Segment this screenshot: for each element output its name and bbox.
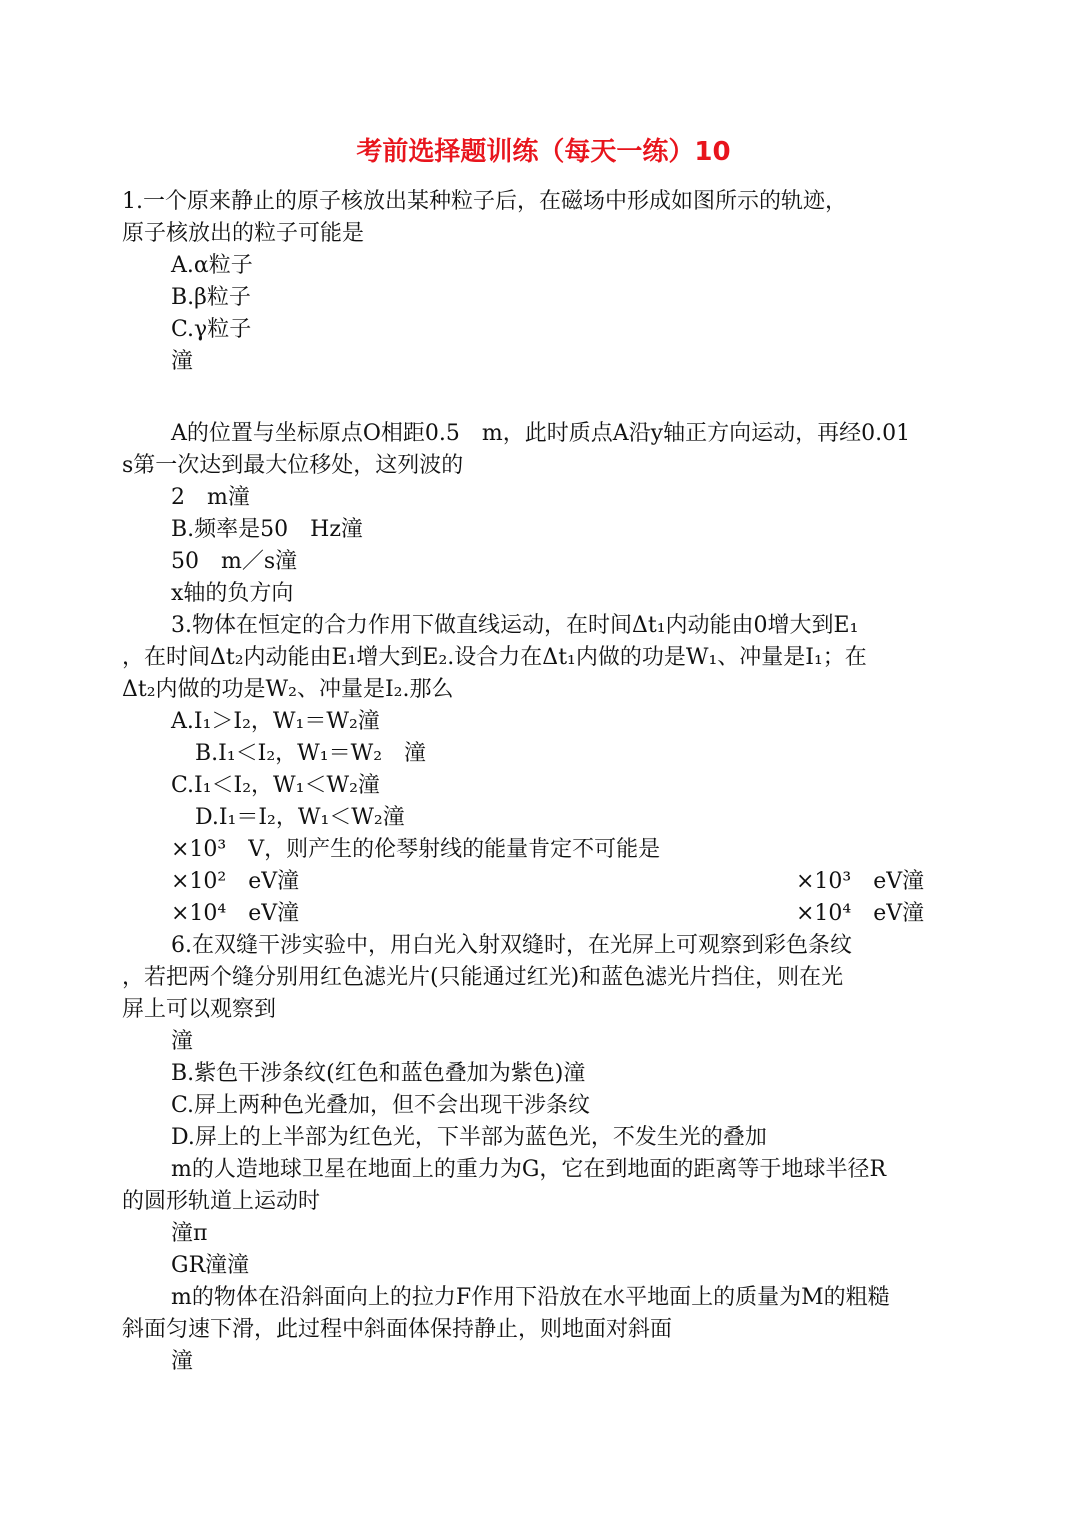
q3-stem-line3: Δt₂内做的功是W₂、冲量是I₂.那么 <box>122 677 454 702</box>
q1-option-b: B.β粒子 <box>171 285 251 310</box>
q2-option-c: 50 m／s潼 <box>171 549 298 574</box>
q2-option-d: x轴的负方向 <box>171 581 294 606</box>
q6-option-c: C.屏上两种色光叠加，但不会出现干涉条纹 <box>171 1093 591 1118</box>
q6-option-b: B.紫色干涉条纹(红色和蓝色叠加为紫色)潼 <box>171 1061 586 1086</box>
q7-option-b: GR潼潼 <box>171 1253 250 1278</box>
q7-option-a: 潼π <box>171 1221 208 1246</box>
q8-stem-line2: 斜面匀速下滑，此过程中斜面体保持静止，则地面对斜面 <box>122 1317 673 1342</box>
q3-option-a: A.I₁＞I₂，W₁＝W₂潼 <box>171 709 380 734</box>
q7-stem-line2: 的圆形轨道上运动时 <box>122 1189 321 1214</box>
q6-stem-line3: 屏上可以观察到 <box>122 997 277 1022</box>
q4-stem: ×10³ V，则产生的伦琴射线的能量肯定不可能是 <box>171 837 661 862</box>
q2-option-a: 2 m潼 <box>171 485 250 510</box>
q1-option-d: 潼 <box>171 349 194 374</box>
q1-option-a: A.α粒子 <box>171 253 253 278</box>
q1-option-c: C.γ粒子 <box>171 317 252 342</box>
spacer <box>122 378 972 418</box>
q2-stem-line2: s第一次达到最大位移处，这列波的 <box>122 453 464 478</box>
q3-option-c: C.I₁＜I₂，W₁＜W₂潼 <box>171 773 380 798</box>
page-title: 考前选择题训练（每天一练）10 <box>356 137 731 167</box>
q6-stem-line1: 6.在双缝干涉实验中，用白光入射双缝时，在光屏上可观察到彩色条纹 <box>171 933 852 958</box>
q1-stem-line1: 1.一个原来静止的原子核放出某种粒子后，在磁场中形成如图所示的轨迹， <box>122 189 847 214</box>
q4-option-c: ×10⁴ eV潼 <box>171 901 300 926</box>
q3-option-d: D.I₁＝I₂，W₁＜W₂潼 <box>195 805 405 830</box>
q6-stem-line2: ，若把两个缝分别用红色滤光片(只能通过红光)和蓝色滤光片挡住，则在光 <box>122 965 844 990</box>
q8-stem-line1: m的物体在沿斜面向上的拉力F作用下沿放在水平地面上的质量为M的粗糙 <box>171 1285 890 1310</box>
q4-option-b: ×10³ eV潼 <box>796 869 925 894</box>
q2-stem-line1: A的位置与坐标原点O相距0.5 m，此时质点A沿y轴正方向运动，再经0.01 <box>171 421 911 446</box>
q1-stem-line2: 原子核放出的粒子可能是 <box>122 221 365 246</box>
q3-stem-line2: ，在时间Δt₂内动能由E₁增大到E₂.设合力在Δt₁内做的功是W₁、冲量是I₁；在 <box>122 645 867 670</box>
q2-option-b: B.频率是50 Hz潼 <box>171 517 363 542</box>
q6-option-a: 潼 <box>171 1029 194 1054</box>
q3-stem-line1: 3.物体在恒定的合力作用下做直线运动，在时间Δt₁内动能由0增大到E₁ <box>171 613 859 638</box>
q4-option-a: ×10² eV潼 <box>171 869 300 894</box>
q4-option-row1 <box>122 866 972 898</box>
q7-stem-line1: m的人造地球卫星在地面上的重力为G，它在到地面的距离等于地球半径R <box>171 1157 887 1182</box>
q4-option-d: ×10⁴ eV潼 <box>796 901 925 926</box>
q6-option-d: D.屏上的上半部为红色光，下半部为蓝色光，不发生光的叠加 <box>171 1125 767 1150</box>
q3-option-b: B.I₁＜I₂，W₁＝W₂ 潼 <box>195 741 427 766</box>
q8-option-a: 潼 <box>171 1349 194 1374</box>
document-body <box>122 186 972 1378</box>
q4-option-row2 <box>122 898 972 930</box>
